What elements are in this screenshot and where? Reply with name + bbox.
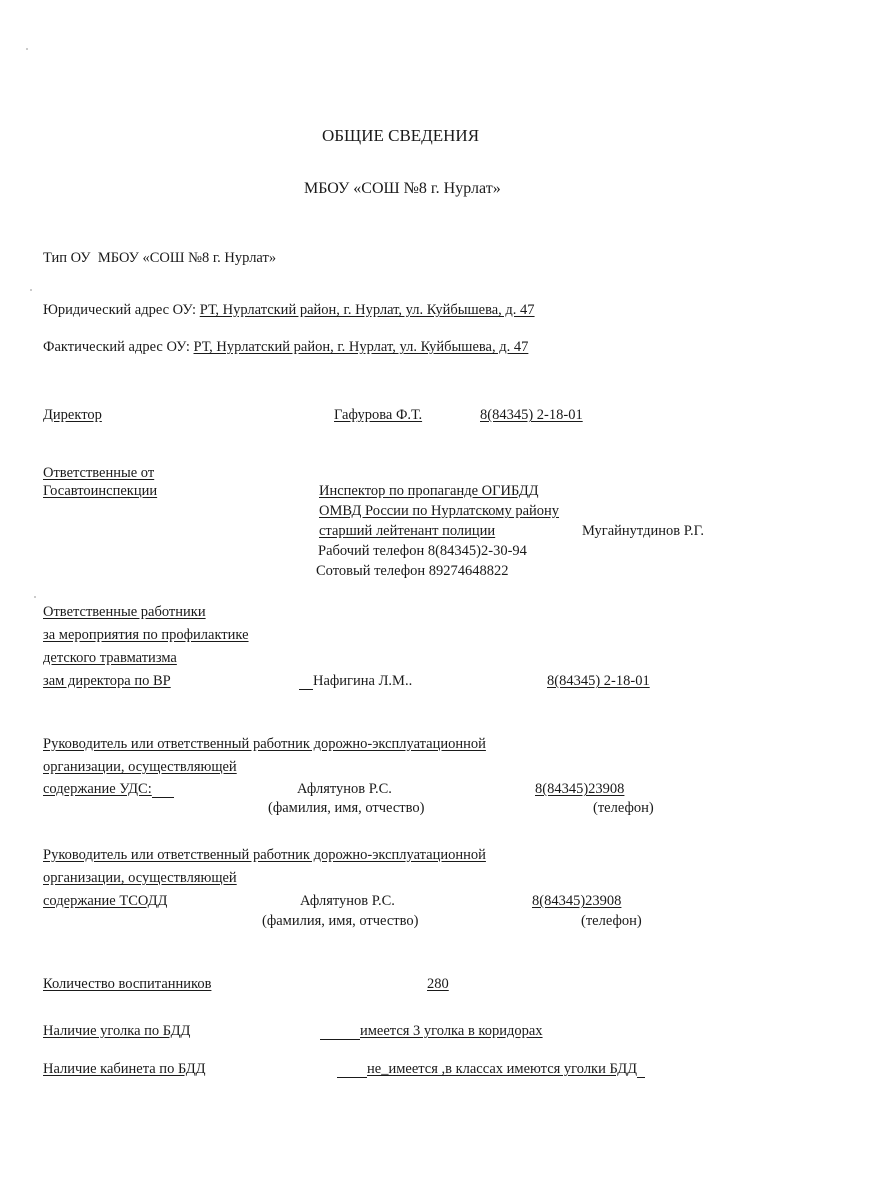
director-label: Директор bbox=[43, 407, 102, 423]
pupils-label: Количество воспитанников bbox=[43, 976, 212, 992]
bdd-corner-row bbox=[320, 1022, 543, 1040]
director-phone: 8(84345) 2-18-01 bbox=[480, 407, 583, 423]
fill-line bbox=[152, 783, 174, 798]
gai-work-phone: Рабочий телефон 8(84345)2-30-94 bbox=[318, 543, 527, 559]
injury-label-line3: детского травматизма bbox=[43, 650, 177, 666]
fill-line bbox=[320, 1025, 360, 1040]
gai-label-line2: Госавтоинспекции bbox=[43, 483, 158, 499]
uds-label-line3: содержание УДС: bbox=[43, 781, 152, 797]
uds-label-line2: организации, осуществляющей bbox=[43, 759, 237, 775]
tsodd-label-line3: содержание ТСОДД bbox=[43, 893, 168, 909]
tsodd-name-caption: (фамилия, имя, отчество) bbox=[262, 913, 419, 929]
scan-speck bbox=[34, 596, 36, 598]
type-ou-row bbox=[43, 249, 276, 267]
uds-label-line1: Руководитель или ответственный работник дорожно-эксплуатационной bbox=[43, 736, 486, 752]
tsodd-phone-caption: (телефон) bbox=[581, 913, 642, 929]
bdd-corner-label: Наличие уголка по БДД bbox=[43, 1023, 191, 1039]
scan-speck bbox=[30, 289, 32, 291]
injury-label-line1: Ответственные работники bbox=[43, 604, 206, 620]
injury-name-row bbox=[299, 672, 412, 690]
actual-address-row bbox=[43, 338, 528, 356]
gai-label-line1: Ответственные от bbox=[43, 465, 155, 481]
uds-phone: 8(84345)23908 bbox=[535, 781, 625, 797]
gai-position-line1: Инспектор по пропаганде ОГИБДД bbox=[319, 483, 539, 499]
injury-phone: 8(84345) 2-18-01 bbox=[547, 673, 650, 689]
injury-responsible-name: Нафигина Л.М.. bbox=[313, 673, 413, 689]
fill-line bbox=[337, 1063, 367, 1078]
uds-name-caption: (фамилия, имя, отчество) bbox=[268, 800, 425, 816]
page-title: ОБЩИЕ СВЕДЕНИЯ bbox=[322, 126, 480, 145]
bdd-room-value: не_имеется ,в классах имеются уголки БДД bbox=[367, 1061, 638, 1077]
tsodd-phone: 8(84345)23908 bbox=[532, 893, 622, 909]
gai-mobile-phone: Сотовый телефон 89274648822 bbox=[316, 563, 509, 579]
legal-address-value: РТ, Нурлатский район, г. Нурлат, ул. Куйбышева, д. 47 bbox=[199, 302, 535, 318]
tsodd-label-line1: Руководитель или ответственный работник дорожно-эксплуатационной bbox=[43, 847, 486, 863]
organization-name: МБОУ «СОШ №8 г. Нурлат» bbox=[304, 180, 501, 197]
uds-label-row bbox=[43, 780, 174, 798]
injury-label-line2: за мероприятия по профилактике bbox=[43, 627, 249, 643]
fill-line bbox=[299, 675, 313, 690]
gai-position-line2: ОМВД России по Нурлатскому району bbox=[319, 503, 560, 519]
injury-label-line4: зам директора по ВР bbox=[43, 673, 171, 689]
type-ou-value: МБОУ «СОШ №8 г. Нурлат» bbox=[97, 250, 277, 266]
actual-address-label: Фактический адрес ОУ: bbox=[43, 339, 190, 355]
pupils-count: 280 bbox=[427, 976, 449, 992]
legal-address-label: Юридический адрес ОУ: bbox=[43, 302, 197, 318]
uds-phone-caption: (телефон) bbox=[593, 800, 654, 816]
uds-name: Афлятунов Р.С. bbox=[297, 781, 392, 797]
tsodd-name: Афлятунов Р.С. bbox=[300, 893, 395, 909]
tsodd-label-line2: организации, осуществляющей bbox=[43, 870, 237, 886]
gai-inspector-name: Мугайнутдинов Р.Г. bbox=[582, 523, 704, 539]
gai-position-line3: старший лейтенант полиции bbox=[319, 523, 496, 539]
bdd-room-row bbox=[337, 1060, 645, 1078]
director-name: Гафурова Ф.Т. bbox=[334, 407, 423, 423]
scan-speck bbox=[26, 48, 28, 50]
fill-line bbox=[637, 1063, 645, 1078]
actual-address-value: РТ, Нурлатский район, г. Нурлат, ул. Куйбышева, д. 47 bbox=[193, 339, 529, 355]
type-ou-label: Тип ОУ bbox=[43, 250, 91, 266]
bdd-room-label: Наличие кабинета по БДД bbox=[43, 1061, 206, 1077]
legal-address-row bbox=[43, 301, 535, 319]
bdd-corner-value: имеется 3 уголка в коридорах bbox=[360, 1023, 543, 1039]
